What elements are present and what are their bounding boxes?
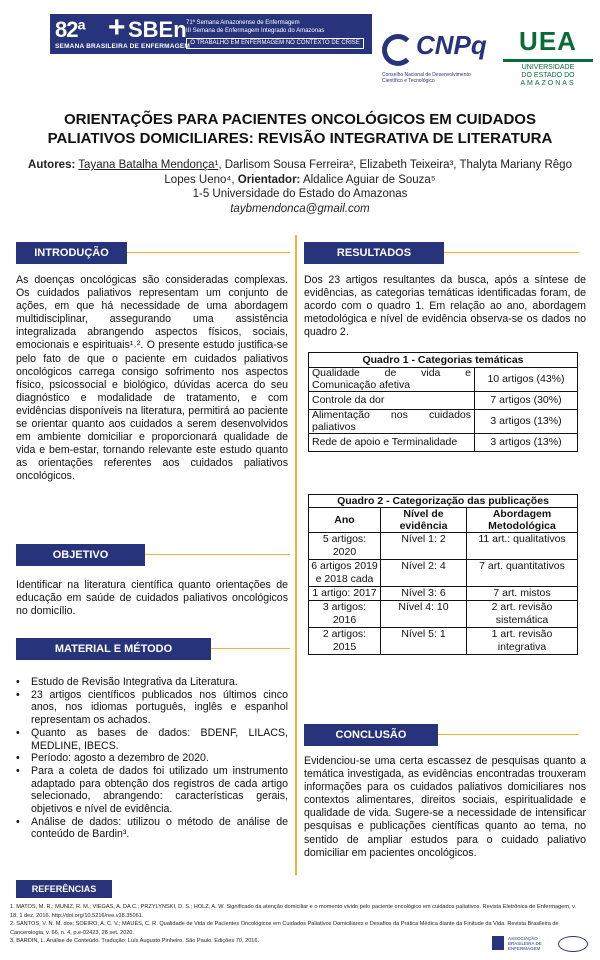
quadro-2-table [308, 494, 578, 655]
table-cell: 11 art.: qualitativos [467, 533, 578, 560]
list-item: • Estudo de Revisão Integrativa da Literatura. [16, 676, 288, 689]
referencias-heading [16, 880, 112, 898]
uea-caption-3: AMAZONAS [520, 80, 576, 87]
list-item: • Análise de dados: utilizou o método de análise de conteúdo de Bardin³. [16, 816, 288, 841]
objetivo-text: Identificar na literatura científica quanto orientações de educação em saúde de cuidados paliativos oncológicos no domicílio. [16, 579, 288, 618]
table-header-cell: Nível de evidência [381, 508, 467, 533]
reference-item: 2. SANTOS, V. N. M. dos; SOEIRO, A. C. V.; MAUÉS, C. R. Qualidade de Vida de Pacientes Oncológicos em Cuidados Paliativos Domiciliares e Desafios da Prática Médica diante da Finitude da Vida. Revista Brasileira de Cancerologia, v. 66, n. 4, p.e-02423, 28 set. 2020. [10, 921, 559, 936]
table-cell: Controle da dor [309, 392, 475, 410]
table-row [309, 533, 578, 560]
table-cell: 5 artigos: 2020 [309, 533, 381, 560]
cnpq-caption: Conselho Nacional de Desenvolvimento Científico e Tecnológico [382, 72, 471, 84]
cnpq-logo-text: CNPq [416, 30, 487, 60]
aben-logo [492, 936, 592, 958]
event-number: 82ª [55, 17, 85, 42]
table-cell: Nível 2: 4 [381, 560, 467, 587]
authors-block [20, 158, 580, 216]
advisor-label: Orientador: [237, 173, 301, 186]
affiliation: 1-5 Universidade do Estado do Amazonas [192, 188, 408, 200]
quadro-1-table [308, 352, 578, 452]
table-row [309, 628, 578, 655]
introducao-heading-text: INTRODUÇÃO [34, 247, 109, 259]
aben-logo-mark-icon [492, 936, 504, 950]
metodo-heading-text: MATERIAL E MÉTODO [54, 643, 173, 655]
cnpq-ring-icon [382, 34, 414, 66]
list-item: • 23 artigos científicos publicados nos últimos cinco anos, nos idiomas português, inglês e espanhol representam os achados. [16, 689, 288, 727]
table-cell: Nível 4: 10 [381, 601, 467, 628]
table-cell: 3 artigos: 2016 [309, 601, 381, 628]
conclusao-heading-text: CONCLUSÃO [335, 729, 407, 741]
seal-icon [558, 936, 588, 952]
aben-logo-text: ASSOCIAÇÃO BRASILEIRA DE ENFERMAGEM [508, 936, 542, 951]
contact-email: taybmendonca@gmail.com [230, 202, 370, 215]
event-subtitle: SEMANA BRASILEIRA DE ENFERMAGEM [55, 43, 191, 50]
table-header-cell: Ano [309, 508, 381, 533]
uea-caption-2: DO ESTADO DO [521, 72, 575, 79]
conclusao-text: Evidenciou-se uma certa escassez de pesquisas quanto a temática investigada, as evidências encontradas trouxeram informações para os cuidados paliativos domiciliares nos contextos alimentares, direitos sociais, espiritualidade e qualidade de vida. Sugere-se a necessidade de intensificar pesquisas e publicações científicas quanto ao tema, no sentido de ampliar estudos para o cuidado paliativo domiciliar em pacientes oncológicos. [304, 755, 586, 859]
quadro-2-title: Quadro 2 - Categorização das publicações [309, 495, 578, 508]
table-cell: Nível 3: 6 [381, 587, 467, 601]
table-cell: 7 art. quantitativos [467, 560, 578, 587]
event-theme: O TRABALHO EM ENFERMAGEM NO CONTEXTO DE CRISE [186, 38, 364, 49]
table-cell: Qualidade de vida e Comunicação afetiva [309, 368, 475, 392]
resultados-heading-text: RESULTADOS [336, 247, 412, 259]
authors-label: Autores: [28, 159, 76, 171]
objetivo-heading [16, 544, 145, 566]
table-cell: Nível 5: 1 [381, 628, 467, 655]
resultados-text: Dos 23 artigos resultantes da busca, após a síntese de evidências, as categorias temáticas identificadas foram, de acordo com o quadro 1. Em relação ao ano, abordagem metodológica e nível de evidência observa-se os dados no quadro 2. [304, 274, 586, 339]
table-row [309, 368, 578, 392]
list-item: • Período: agosto a dezembro de 2020. [16, 752, 288, 765]
uea-logo-bar [503, 59, 593, 62]
poster-title: ORIENTAÇÕES PARA PACIENTES ONCOLÓGICOS EM CUIDADOS PALIATIVOS DOMICILIARES: REVISÃO INTEGRATIVA DE LITERATURA [47, 111, 553, 147]
table-cell: 7 artigos (30%) [475, 392, 578, 410]
conclusao-heading [304, 724, 438, 746]
quadro-1-title: Quadro 1 - Categorias temáticas [309, 353, 578, 368]
objetivo-heading-text: OBJETIVO [52, 549, 109, 561]
uea-logo-text: UEA [519, 26, 577, 56]
other-authors: , Darlisom Sousa Ferreira², Elizabeth Teixeira³, Thalyta Mariany Rêgo Lopes Ueno⁴, [164, 159, 572, 186]
resultados-heading [304, 242, 444, 264]
list-item: • Para a coleta de dados foi utilizado um instrumento adaptado para obtenção dos registros de cada artigo selecionado, abrangendo: características gerais, objetivos e nível de evidência. [16, 765, 288, 816]
table-cell: Alimentação nos cuidados paliativos [309, 410, 475, 434]
metodo-rule [211, 648, 290, 649]
table-cell: Nível 1: 2 [381, 533, 467, 560]
objetivo-rule [145, 554, 290, 555]
table-row [309, 410, 578, 434]
table-cell: 1 art. revisão integrativa [467, 628, 578, 655]
list-item: • Quanto as bases de dados: BDENF, LILACS, MEDLINE, IBECS. [16, 727, 288, 752]
first-author: Tayana Batalha Mendonça¹ [78, 159, 219, 171]
table-row [309, 434, 578, 452]
uea-caption-1: UNIVERSIDADE [521, 64, 575, 71]
column-divider [295, 235, 297, 875]
uea-logo [498, 18, 598, 98]
metodo-heading [16, 638, 211, 660]
reference-item: 1. MATOS, M. R.; MUNIZ, R. M.; VIEGAS, A. DA C.; PRZYLYNSKI, D. S.; HOLZ, A. W. Significado da atenção domiciliar e o momento vivido pelo paciente oncológico em cuidados paliativos. Revista Eletrônica de Enfermagem, v. 18, 1 dez. 2016. http://doi.org/10.5216/ree.v18.35061. [10, 904, 577, 919]
table-row [309, 601, 578, 628]
poster-header [0, 0, 600, 98]
introducao-text: As doenças oncológicas são consideradas complexas. Os cuidados paliativos representam um conjunto de ações, em que há necessidade de uma abordagem multidisciplinar, assegurando uma assistência integralizada abrangendo aspectos físicos, sociais, emocionais e espirituais¹˒². O presente estudo justifica-se pelo fato de que o paciente em cuidados paliativos oncológicos carrega consigo sofrimento nos aspectos físico, psicossocial e biológico, dúvidas acerca do seu diagnóstico e modalidade de tratamento, e com evidências disponíveis na literatura, permitirá ao paciente se orientar quanto aos cuidados a serem desenvolvidos em ambiente domiciliar e proporcionará qualidade de vida e bem-estar, tornando relevante este estudo quanto as orientações referentes aos cuidados paliativos oncológicos. [16, 274, 288, 483]
table-header-cell: Abordagem Metodológica [467, 508, 578, 533]
event-line-1: 71ª Semana Amazonense de Enfermagem [186, 20, 300, 26]
referencias-heading-text: REFERÊNCIAS [31, 884, 97, 894]
banner-left-gap [0, 14, 50, 54]
table-cell: 1 artigo: 2017 [309, 587, 381, 601]
conclusao-rule [438, 734, 579, 735]
table-cell: 10 artigos (43%) [475, 368, 578, 392]
table-row [309, 560, 578, 587]
event-line-2: III Semana de Enfermagem Integrado do Amazonas [186, 28, 325, 34]
advisor-name: Aldalice Aguiar de Souza⁵ [300, 173, 436, 186]
table-row [309, 392, 578, 410]
table-cell: 3 artigos (13%) [475, 434, 578, 452]
introducao-rule [127, 252, 290, 253]
metodo-list [16, 676, 288, 841]
table-header-row [309, 508, 578, 533]
introducao-heading [16, 242, 127, 264]
table-cell: 2 artigos: 2015 [309, 628, 381, 655]
table-row [309, 587, 578, 601]
cnpq-logo [378, 22, 490, 88]
table-cell: 6 artigos 2019 e 2018 cada [309, 560, 381, 587]
event-banner [0, 11, 372, 54]
table-cell: 2 art. revisão sistemática [467, 601, 578, 628]
table-cell: 3 artigos (13%) [475, 410, 578, 434]
reference-item: 3. BARDIN, L. Análise de Conteúdo. Tradução: Luís Augusto Pinheiro. São Paulo. Edições 70, 2016. [10, 938, 260, 945]
event-name: SBEn [128, 17, 187, 42]
resultados-rule [444, 252, 579, 253]
table-cell: Rede de apoio e Terminalidade [309, 434, 475, 452]
table-cell: 7 art. mistos [467, 587, 578, 601]
plus-icon: + [108, 11, 126, 44]
